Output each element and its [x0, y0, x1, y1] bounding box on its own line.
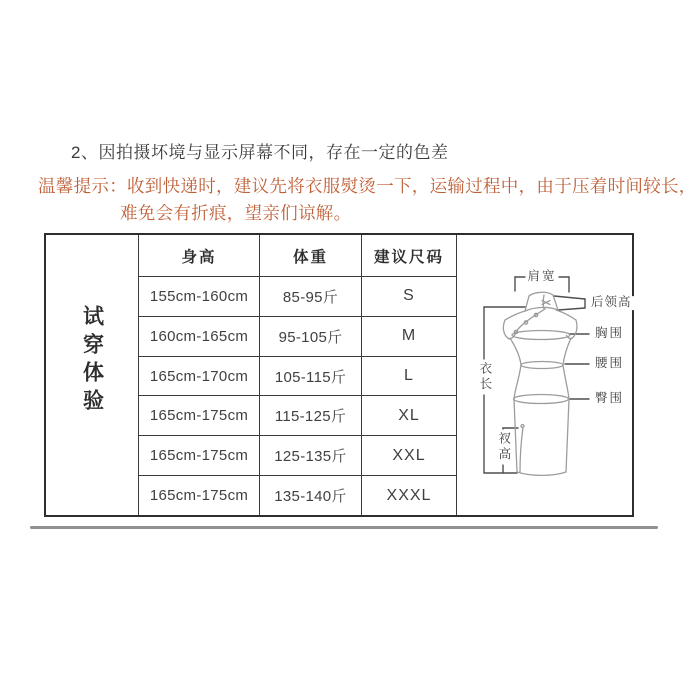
warm-tip-line1: 温馨提示：收到快递时，建议先将衣服熨烫一下，运输过程中，由于压着时间较长， — [38, 176, 697, 196]
size-table — [44, 233, 634, 517]
row3-weight: 105-115斤 — [259, 356, 361, 396]
header-suggested-size: 建议尺码 — [361, 235, 456, 276]
row1-weight: 85-95斤 — [259, 276, 361, 316]
row4-height: 165cm-175cm — [138, 395, 259, 435]
row6-size: XXXL — [361, 475, 456, 515]
qipao-outline — [503, 292, 577, 475]
row1-size: S — [361, 276, 456, 316]
row2-weight: 95-105斤 — [259, 316, 361, 356]
row2-size: M — [361, 316, 456, 356]
bust-label: 胸围 — [595, 326, 625, 341]
qipao-diagram — [456, 235, 632, 515]
warm-tip-line2: 难免会有折痕，望亲们谅解。 — [120, 203, 352, 223]
row5-weight: 125-135斤 — [259, 435, 361, 475]
garment-length-label: 衣长 — [477, 361, 492, 393]
back-collar-height-label: 后领高 — [591, 295, 632, 310]
bottom-divider — [30, 526, 658, 529]
row6-height: 165cm-175cm — [138, 475, 259, 515]
color-difference-note: 2、因拍摄坏境与显示屏幕不同，存在一定的色差 — [71, 143, 449, 162]
header-weight: 体重 — [259, 235, 361, 276]
row4-size: XL — [361, 395, 456, 435]
row5-height: 165cm-175cm — [138, 435, 259, 475]
row4-weight: 115-125斤 — [259, 395, 361, 435]
side-label-cell — [46, 235, 138, 515]
waist-label: 腰围 — [595, 356, 625, 371]
header-height: 身高 — [138, 235, 259, 276]
row5-size: XXL — [361, 435, 456, 475]
row1-height: 155cm-160cm — [138, 276, 259, 316]
shoulder-width-label: 肩宽 — [527, 269, 557, 284]
hip-label: 臀围 — [595, 391, 625, 406]
slit-height-label: 衩高 — [496, 431, 511, 463]
side-label: 试穿体验 — [80, 304, 104, 417]
row2-height: 160cm-165cm — [138, 316, 259, 356]
row3-size: L — [361, 356, 456, 396]
row3-height: 165cm-170cm — [138, 356, 259, 396]
row6-weight: 135-140斤 — [259, 475, 361, 515]
